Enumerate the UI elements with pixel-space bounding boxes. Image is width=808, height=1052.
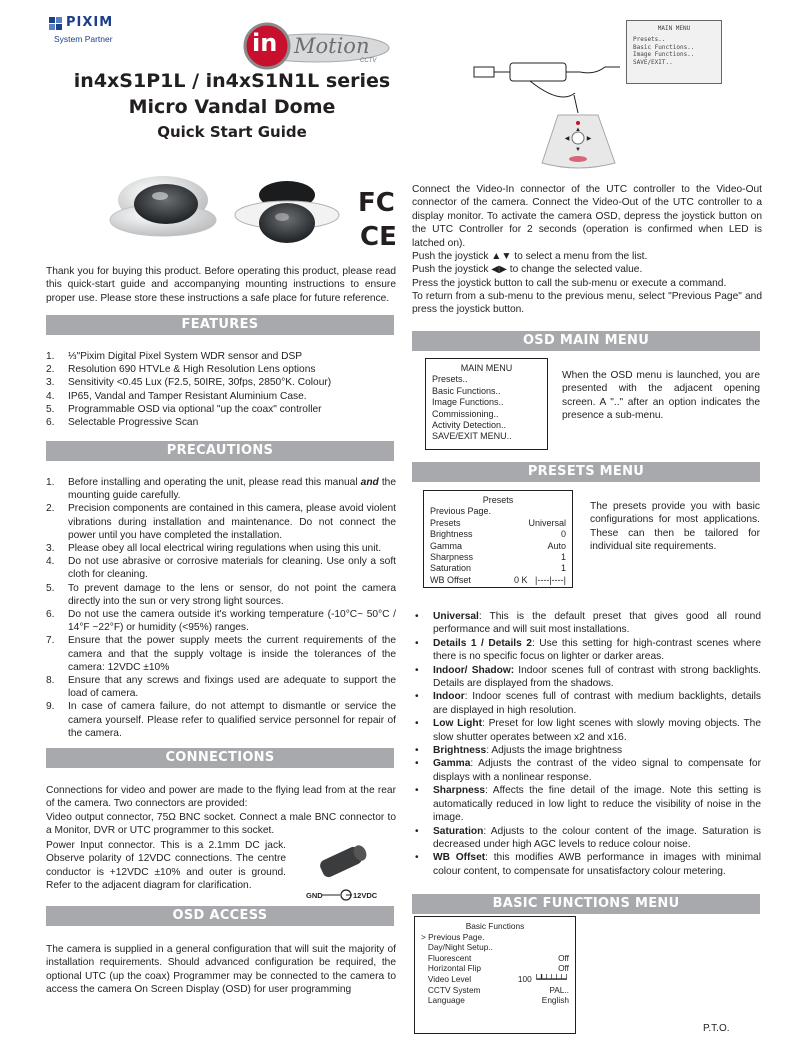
menu-row-value: Auto <box>547 540 566 551</box>
list-text: Resolution 690 HTVLe & High Resolution Lens options <box>68 364 316 376</box>
list-item <box>46 416 396 429</box>
precautions-heading: PRECAUTIONS <box>46 441 394 461</box>
menu-item: Activity Detection.. <box>432 420 507 431</box>
menu-row-label: Brightness <box>430 529 473 540</box>
bullet-text: : Affects the fine detail of the image. Note this setting is automatically reduced in low light to reduce the visibility of noise in the image. <box>433 785 761 824</box>
dome-camera-black-image <box>232 175 342 255</box>
list-text: Selectable Progressive Scan <box>68 417 199 429</box>
menu-row-label: Previous Page. <box>430 506 492 517</box>
connections-paragraph-1: Connections for video and power are made to the flying lead from at the rear of the camera. Two connectors are provided: <box>46 785 396 810</box>
list-number: 7. <box>46 635 55 647</box>
menu-row <box>421 942 569 953</box>
menu-row-label: Saturation <box>430 563 472 574</box>
list-text: Programmable OSD via optional "up the coax" controller <box>68 403 322 415</box>
presets-bullet-list <box>413 610 761 878</box>
menu-row <box>421 953 569 964</box>
menu-row-value: 0 K |----|----| <box>513 574 566 585</box>
osd-main-menu-paragraph: When the OSD menu is launched, you are presented with the adjacent opening screen. A ".." after an option indicates the presence a sub-menu. <box>562 370 760 422</box>
page-subtitle: Micro Vandal Dome <box>128 96 336 118</box>
menu-row-label: CCTV System <box>421 984 481 995</box>
pixim-subtitle: System Partner <box>54 34 113 44</box>
bullet-icon: • <box>415 691 419 703</box>
menu-row-label: Fluorescent <box>421 952 472 963</box>
list-item <box>46 700 396 740</box>
menu-row-value: PAL.. <box>549 984 569 995</box>
list-item <box>413 744 761 757</box>
menu-row <box>421 985 569 996</box>
list-item <box>413 637 761 664</box>
menu-row <box>430 529 566 540</box>
list-text: Precision components are contained in this camera, please avoid violent vibrations during installation and maintenance. Do not connect the power until you have completed the installation. <box>68 503 396 541</box>
bullet-term: Indoor <box>433 691 465 703</box>
bullet-icon: • <box>415 745 419 757</box>
menu-row-value: Off <box>558 952 569 963</box>
osd-access-paragraph: The camera is supplied in a general configuration that will suit the majority of installation requirements. Should advanced configuration be required, the optional UTC (up the coax) Programmer may be connected to the camera to access the camera On Screen Display (OSD) for user programming <box>46 944 396 996</box>
svg-text:▶: ▶ <box>586 136 592 142</box>
controller-menu-line: SAVE/EXIT.. <box>633 58 673 66</box>
page-title: in4xS1P1L / in4xS1N1L series <box>73 70 391 92</box>
list-number: 6. <box>46 609 55 621</box>
list-number: 2. <box>46 364 55 376</box>
voltage-label: 12VDC <box>353 891 378 900</box>
controller-monitor-screen <box>626 20 722 84</box>
guide-title: Quick Start Guide <box>157 123 307 141</box>
list-text: Ensure that the power supply meets the current requirements of the camera and that the supply voltage is inside the tolerances of the camera: 12VDC ±10% <box>68 635 396 673</box>
svg-text:CE: CE <box>360 222 397 251</box>
menu-row <box>421 932 569 943</box>
bullet-term: Gamma <box>433 758 471 770</box>
inmotion-in-text: in <box>252 29 278 57</box>
menu-row-label: Language <box>421 995 465 1006</box>
menu-row-label: Presets <box>430 517 461 528</box>
list-number: 9. <box>46 701 55 713</box>
bullet-icon: • <box>415 852 419 864</box>
utc-instruction-line: Push the joystick ◀▶ to change the selected value. <box>412 264 643 275</box>
osd-main-menu-heading: OSD MAIN MENU <box>412 331 760 351</box>
list-item <box>46 403 396 416</box>
menu-row-value: Off <box>558 963 569 974</box>
controller-menu-line: Basic Functions.. <box>633 43 695 51</box>
menu-row-value: 1 <box>560 552 566 563</box>
bullet-icon: • <box>415 637 419 649</box>
menu-title: Presets <box>482 495 514 505</box>
inmotion-logo <box>242 18 392 74</box>
list-number: 6. <box>46 417 55 429</box>
list-text: Do not use the camera outside it's working temperature (-10°C~ 50°C / 14°F ~22°F) or humidity (<95%) ranges. <box>68 609 396 634</box>
menu-row-label: Horizontal Flip <box>421 963 481 974</box>
list-item <box>413 851 761 878</box>
bullet-text: : Indoor scenes full of contrast with medium backlights, details are displayed in high resolution. <box>433 691 761 716</box>
utc-instruction-line: Push the joystick ▲▼ to select a menu from the list. <box>412 251 648 262</box>
pixim-logo <box>46 15 141 47</box>
bullet-text: : Adjusts the contrast of the video signal to compensate for displays with a nonlinear response. <box>433 758 761 783</box>
gnd-label: GND <box>306 891 323 900</box>
basic-functions-menu-heading: BASIC FUNCTIONS MENU <box>412 894 760 914</box>
menu-row <box>430 552 566 563</box>
list-number: 1. <box>46 351 55 362</box>
list-text: Please obey all local electrical wiring regulations when using this unit. <box>68 543 382 555</box>
menu-row <box>430 518 566 529</box>
bullet-text: : this modifies AWB performance in images with minimal colour content, to compensate for unsatisfactory colour metering. <box>433 852 761 877</box>
pixim-square-icon <box>56 17 62 23</box>
list-number: 3. <box>46 377 55 389</box>
list-item <box>46 363 396 376</box>
menu-row <box>430 541 566 552</box>
features-heading: FEATURES <box>46 315 394 335</box>
intro-paragraph: Thank you for buying this product. Before operating this product, please read this quick-start guide and accompanying mounting instructions to ensure proper use. Please store these instructions a safe place for future reference. <box>46 266 396 304</box>
pto-label: P.T.O. <box>703 1023 730 1034</box>
menu-title: Basic Functions <box>465 921 525 931</box>
menu-row-label: Sharpness <box>430 552 474 563</box>
menu-item: Image Functions.. <box>432 397 504 408</box>
presets-menu-box <box>423 490 573 588</box>
menu-row-value: English <box>541 995 569 1006</box>
bullet-term: Sharpness <box>433 785 486 797</box>
list-number: 4. <box>46 390 55 402</box>
list-item <box>46 376 396 389</box>
fc-ce-mark-icon <box>356 185 402 251</box>
list-text: ⅓"Pixim Digital Pixel System WDR sensor and DSP <box>68 351 303 362</box>
menu-item: Commissioning.. <box>432 408 499 419</box>
utc-instruction-line: To return from a sub-menu to the previous menu, select "Previous Page" and press the joystick button. <box>412 291 762 316</box>
list-text: Ensure that any screws and fixings used are adequate to support the load of camera. <box>68 675 396 700</box>
bullet-text: Indoor scenes full of contrast with strong backlights. Details are displayed from the shadows. <box>433 664 761 690</box>
bullet-term: Brightness <box>433 745 487 757</box>
list-number: 3. <box>46 543 55 555</box>
precautions-list <box>46 476 396 740</box>
menu-item: Basic Functions.. <box>432 385 501 396</box>
bullet-text: : Use this setting for high-contrast scenes where there is no specific focus on lighter or darker areas. <box>433 637 761 663</box>
menu-item: Presets.. <box>432 374 468 385</box>
menu-row-label: WB Offset <box>430 574 471 585</box>
bullet-icon: • <box>415 664 419 676</box>
list-item <box>46 350 396 363</box>
bullet-icon: • <box>415 718 419 730</box>
menu-row-label: Day/Night Setup.. <box>421 942 493 953</box>
connections-paragraph-3: Power Input connector. This is a 2.1mm DC jack. Observe polarity of 12VDC connections. The centre conductor is +12VDC ±10% and outer is ground. Refer to the adjacent diagram for clarification. <box>46 840 286 892</box>
list-item <box>46 674 396 700</box>
menu-row-label: > Previous Page. <box>421 931 485 942</box>
list-item <box>46 542 396 555</box>
menu-row-label: Gamma <box>430 540 463 551</box>
pixim-square-icon <box>49 24 55 30</box>
menu-row <box>430 506 566 517</box>
list-item <box>46 634 396 674</box>
bullet-term: Universal <box>433 611 479 622</box>
list-item <box>413 757 761 784</box>
menu-item: SAVE/EXIT MENU.. <box>432 431 512 442</box>
list-item <box>413 610 761 637</box>
main-menu-box <box>425 358 548 450</box>
list-number: 5. <box>46 582 55 594</box>
features-list <box>46 350 396 429</box>
list-item <box>46 390 396 403</box>
svg-text:▼: ▼ <box>575 147 581 153</box>
list-item <box>413 690 761 717</box>
bullet-text: : Preset for low light scenes with slowly moving objects. The slow shutter operates between x2 and x16. <box>433 718 762 743</box>
bullet-icon: • <box>415 825 419 837</box>
menu-row <box>421 995 569 1006</box>
list-item <box>413 717 761 744</box>
presets-paragraph: The presets provide you with basic configurations for most applications. These can then be tailored for individual site requirements. <box>590 501 760 553</box>
list-item <box>46 502 396 542</box>
menu-row <box>430 575 566 586</box>
list-number: 4. <box>46 556 55 568</box>
bullet-icon: • <box>415 785 419 797</box>
list-item <box>46 608 396 634</box>
list-text: Sensitivity <0.45 Lux (F2.5, 50IRE, 30fps, 2850°K. Colour) <box>68 377 332 389</box>
presets-menu-heading: PRESETS MENU <box>412 462 760 482</box>
list-item <box>413 664 761 691</box>
svg-text:FC: FC <box>358 188 395 218</box>
inmotion-cctv-text: CCTV <box>360 58 377 64</box>
menu-row-value: Universal <box>528 517 566 528</box>
connections-paragraph-2: Video output connector, 75Ω BNC socket. Connect a male BNC connector to a Monitor, DVR or UTC programmer to this socket. <box>46 812 396 837</box>
pixim-square-icon <box>56 24 62 30</box>
list-text: In case of camera failure, do not attempt to dismantle or service the camera yourself. Please refer to qualified service personnel for repair of the camera. <box>68 701 396 739</box>
list-text: Do not use abrasive or corrosive materials for cleaning. Use only a soft cloth for cleaning. <box>68 556 396 581</box>
bullet-icon: • <box>415 758 419 770</box>
controller-menu-line: Image Functions.. <box>633 51 695 59</box>
menu-row-label: Video Level <box>421 973 472 984</box>
bullet-term: Details 1 / Details 2 <box>433 637 532 649</box>
controller-menu-line: MAIN MENU <box>657 25 691 32</box>
list-item <box>413 825 761 852</box>
utc-instructions-paragraph: Connect the Video-In connector of the UTC controller to the Video-Out connector of the camera. Connect the Video-Out of the UTC controller to a display monitor. To activate the camera OSD, depress the joystick button on the UTC Controller for 2 seconds (operation is confirmed when LED is latched on). <box>412 184 762 249</box>
bullet-term: WB Offset <box>433 852 486 864</box>
utc-controller-diagram <box>470 55 640 175</box>
list-number: 5. <box>46 403 55 415</box>
utc-instruction-line: Press the joystick button to call the sub-menu or execute a command. <box>412 278 727 289</box>
list-item <box>46 555 396 581</box>
list-text: IP65, Vandal and Tamper Resistant Aluminium Case. <box>68 390 307 402</box>
bullet-term: Saturation <box>433 825 484 837</box>
bullet-term: Low Light <box>433 718 483 730</box>
list-item: 1. Before installing and operating the unit, please read this manual and the mounting guide carefully. <box>46 477 396 502</box>
bullet-icon: • <box>415 611 419 622</box>
list-text: To prevent damage to the lens or sensor, do not point the camera directly into the sun or very strong light sources. <box>68 582 396 607</box>
basic-functions-menu-box <box>414 916 576 1034</box>
bullet-text: : Adjusts the image brightness <box>486 745 623 757</box>
osd-access-heading: OSD ACCESS <box>46 906 394 926</box>
bullet-term: Indoor/ Shadow: <box>433 664 515 676</box>
menu-row-value: 0 <box>560 529 566 540</box>
list-item <box>413 784 761 824</box>
menu-row <box>421 974 569 985</box>
dome-camera-white-image <box>108 170 218 255</box>
svg-text:◀: ◀ <box>564 136 570 142</box>
menu-row <box>430 563 566 574</box>
menu-row <box>421 963 569 974</box>
list-number: 2. <box>46 503 55 515</box>
menu-title: MAIN MENU <box>460 363 513 373</box>
inmotion-motion-text: Motion <box>294 34 370 58</box>
menu-row-value: 100 ┕┻┷┷┷┷┙ <box>517 973 569 984</box>
controller-menu-line: Presets.. <box>633 36 666 44</box>
list-item <box>46 582 396 608</box>
pixim-brand: PIXIM <box>66 15 114 30</box>
bullet-text: : This is the default preset that gives good all round performance and will suit most installations. <box>433 611 761 636</box>
pixim-square-icon <box>49 17 55 23</box>
bullet-text: : Adjusts to the colour content of the image. Saturation is decreased under high AGC levels to reduce colour noise. <box>433 825 761 850</box>
menu-row-value: 1 <box>560 563 566 574</box>
list-number: 8. <box>46 675 55 687</box>
connections-heading: CONNECTIONS <box>46 748 394 768</box>
svg-text:▲: ▲ <box>575 127 581 133</box>
